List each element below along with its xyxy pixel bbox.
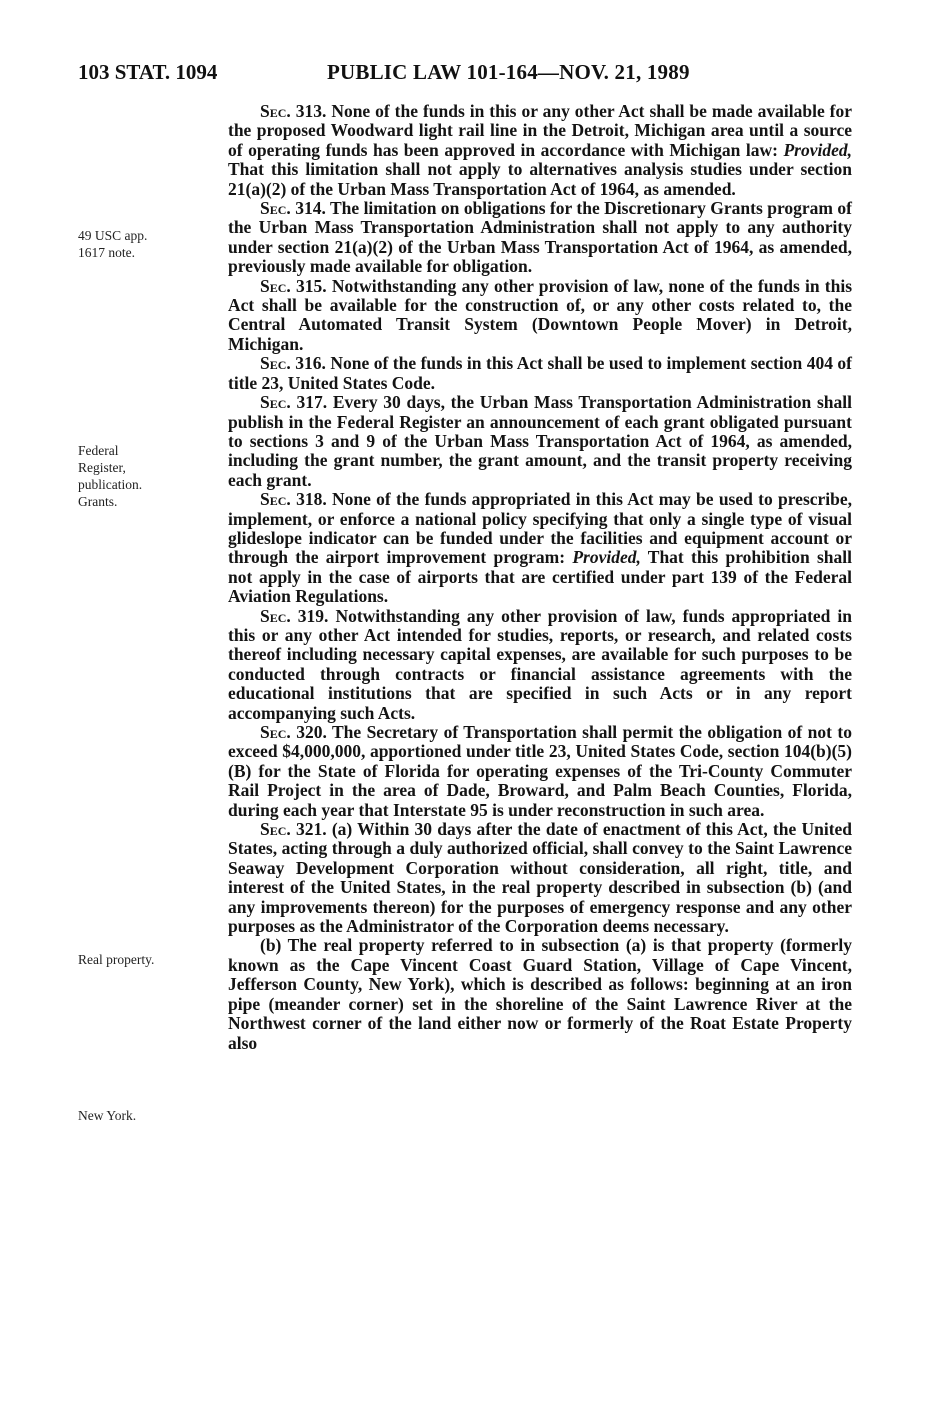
section-320 xyxy=(228,723,852,820)
section-label: Sec. xyxy=(260,489,291,510)
margin-note-line: publication. xyxy=(78,477,143,492)
section-label: Sec. xyxy=(260,275,291,296)
section-text: Notwithstanding any other provision of law, none of the funds in this Act shall be available for the construction of, or any other costs related to, the Central Automated Transit System (Downtown People Mover) in Detroit, Michigan. xyxy=(228,275,853,354)
page-title: PUBLIC LAW 101-164—NOV. 21, 1989 xyxy=(327,60,690,84)
section-number: 318. xyxy=(296,489,327,510)
section-label: Sec. xyxy=(260,392,291,413)
margin-note-line: Grants. xyxy=(78,494,118,509)
section-number: 313. xyxy=(295,101,327,121)
section-number: 319. xyxy=(297,605,329,626)
provided-italic: Provided, xyxy=(572,547,641,568)
section-321a xyxy=(228,820,852,936)
page-header xyxy=(78,60,878,90)
section-text: (b) The real property referred to in subsection (a) is that property (formerly known as the Cape Vincent Coast Guard Station, Village of Cape Vincent, Jefferson County, New York), which is described as follows: beginning at an iron pipe (meander corner) set in the shoreline of the Saint Lawrence River at the Northwest corner of the land either now or formerly of the Roat Estate Property also xyxy=(228,935,852,1053)
margin-note-line: Real property. xyxy=(78,952,155,967)
section-number: 315. xyxy=(296,275,327,296)
section-text: None of the funds in this Act shall be used to implement section 404 of title 23, United States Code. xyxy=(228,353,853,393)
margin-note-line: Federal xyxy=(78,443,119,458)
section-318 xyxy=(228,490,852,606)
margin-note-line: 49 USC app. xyxy=(78,228,148,243)
section-317 xyxy=(228,393,852,490)
margin-note-line: Register, xyxy=(78,460,126,475)
margin-note-usc xyxy=(78,227,208,261)
section-text: The Secretary of Transportation shall permit the obligation of not to exceed $4,000,000, apportioned under title 23, United States Code, section 104(b)(5)(B) for the State of Florida for operating expenses of the Tri-County Commuter Rail Project in the area of Dade, Broward, and Palm Beach Counties, Florida, during each year that Interstate 95 is under reconstruction in such area. xyxy=(228,722,852,820)
section-text: That this limitation shall not apply to alternatives analysis studies under section 21(a)(2) of the Urban Mass Transportation Act of 1964, as amended. xyxy=(228,159,852,199)
document-body xyxy=(228,102,852,1053)
margin-note-new-york xyxy=(78,1107,208,1124)
section-315 xyxy=(228,277,852,355)
section-text: Notwithstanding any other provision of law, funds appropriated in this or any other Act intended for studies, reports, or research, and related costs thereof including necessary capital expenses, are available for such purposes to be conducted through contracts or financial assistance agreements with the educational institutions that are specified in such Acts or in any report accompanying such Acts. xyxy=(228,605,852,723)
section-316 xyxy=(228,354,852,393)
stat-citation: 103 STAT. 1094 xyxy=(78,60,218,84)
section-number: 316. xyxy=(295,353,326,374)
provided-italic: Provided, xyxy=(783,139,853,160)
margin-note-line: New York. xyxy=(78,1108,137,1123)
section-number: 320. xyxy=(296,722,327,742)
margin-note-federal-register xyxy=(78,442,208,510)
section-text: (a) Within 30 days after the date of enactment of this Act, the United States, acting through a duly authorized official, shall convey to the Saint Lawrence Seaway Development Corporation without consideration, all right, title, and interest of the United States, in the real property described in subsection (b) (and any improvements thereon) for the purposes of emergency response and any other purposes as the Administrator of the Corporation deems necessary. xyxy=(228,819,853,937)
section-number: 314. xyxy=(295,198,326,219)
section-label: Sec. xyxy=(260,819,291,840)
section-label: Sec. xyxy=(260,101,291,121)
section-313 xyxy=(228,102,852,199)
section-text: That this prohibition shall not apply in the case of airports that are certified under part 139 of the Federal Aviation Regulations. xyxy=(228,547,853,607)
section-text: None of the funds in this or any other Act shall be made available for the proposed Woodward light rail line in the Detroit, Michigan area until a source of operating funds has been approved in accordance with Michigan law: xyxy=(228,101,853,160)
section-314 xyxy=(228,199,852,277)
margin-note-real-property xyxy=(78,951,208,968)
margin-note-line: 1617 note. xyxy=(78,245,135,260)
section-text: None of the funds appropriated in this Act may be used to prescribe, implement, or enforce a national policy specifying that only a single type of visual glideslope indicator can be funded under the facilities and equipment account or through the airport improvement program: xyxy=(228,489,853,568)
section-number: 321. xyxy=(296,819,327,840)
section-319 xyxy=(228,607,852,723)
section-number: 317. xyxy=(296,392,328,413)
section-label: Sec. xyxy=(260,353,291,374)
section-text: The limitation on obligations for the Discretionary Grants program of the Urban Mass Transportation Administration shall not apply to any authority under section 21(a)(2) of the Urban Mass Transportation Act of 1964, as amended, previously made available for obligation. xyxy=(228,198,853,277)
section-label: Sec. xyxy=(260,605,291,626)
section-text: Every 30 days, the Urban Mass Transportation Administration shall publish in the Federal Register an announcement of each grant obligated pursuant to sections 3 and 9 of the Urban Mass Transportation Act of 1964, as amended, including the grant number, the grant amount, and the transit property receiving each grant. xyxy=(228,392,853,490)
section-label: Sec. xyxy=(260,198,291,219)
section-321b xyxy=(228,936,852,1052)
section-label: Sec. xyxy=(260,722,291,742)
